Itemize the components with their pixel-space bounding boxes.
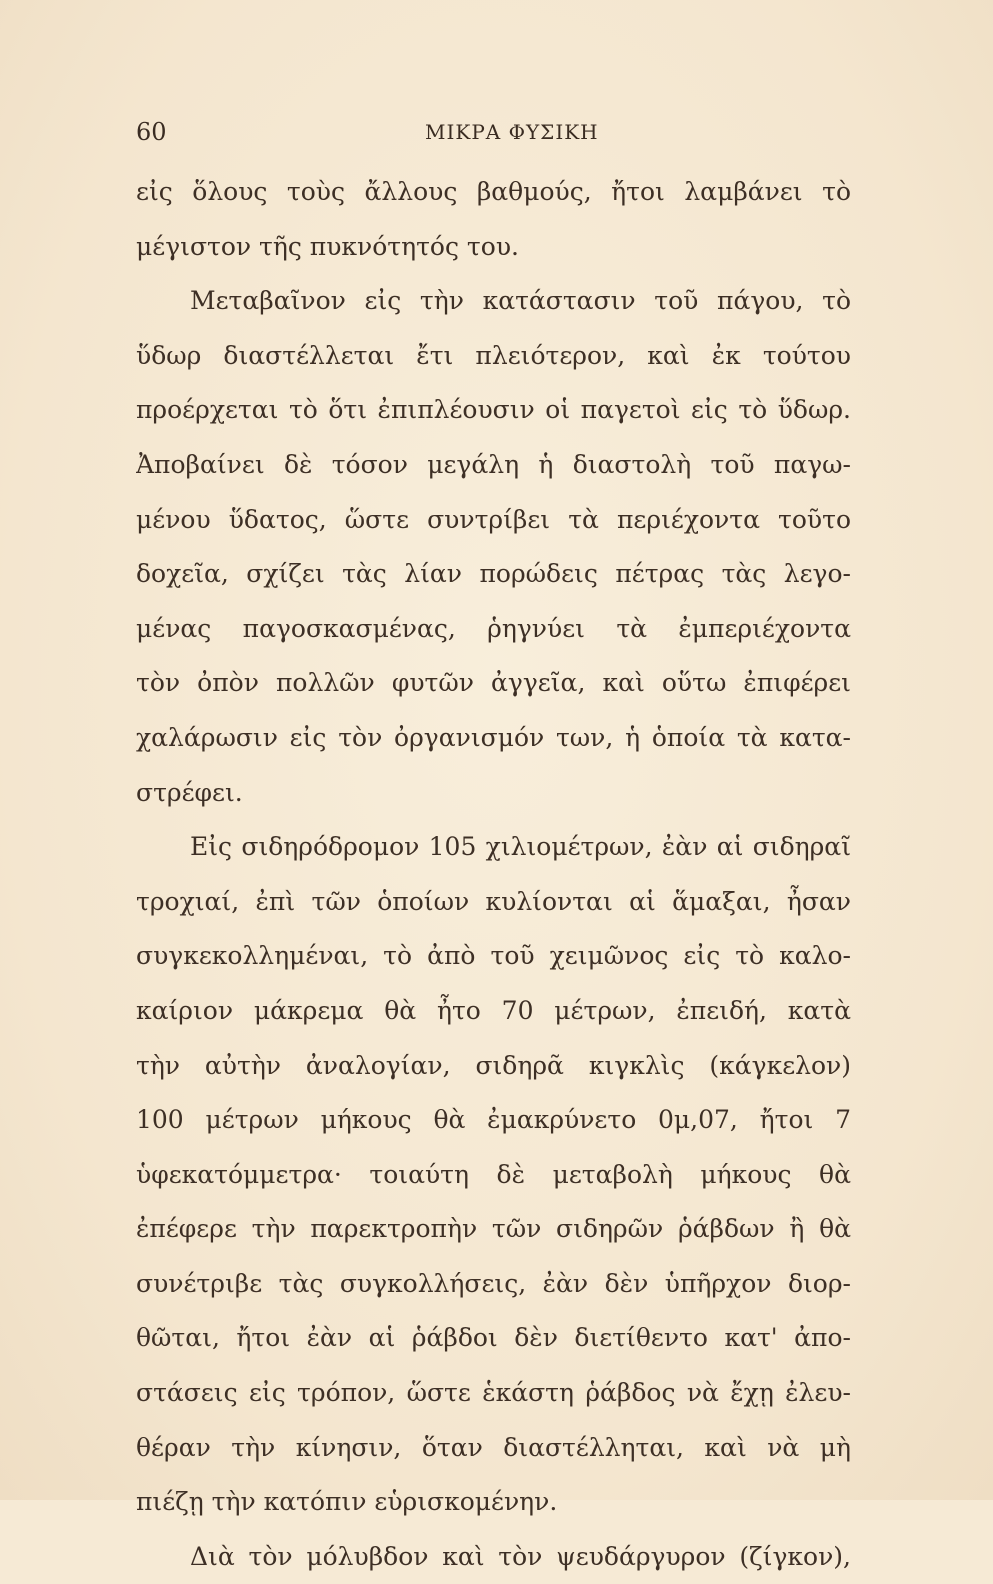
text-line: συνέτριβε τὰς συγκολλήσεις, ἐὰν δὲν ὑπῆρχον διορ- — [136, 1268, 851, 1298]
text-line: ὕδωρ διαστέλλεται ἔτι πλειότερον, καὶ ἐκ τούτου — [136, 340, 851, 370]
text-line: προέρχεται τὸ ὅτι ἐπιπλέουσιν οἱ παγετοὶ εἰς τὸ ὕδωρ. — [136, 395, 851, 425]
page-header — [136, 118, 851, 158]
text-line: πιέζῃ τὴν κατόπιν εὑρισκομένην. — [136, 1487, 558, 1517]
text-line: στάσεις εἰς τρόπον, ὥστε ἑκάστη ῥάβδος νὰ ἔχῃ ἐλευ- — [136, 1378, 851, 1408]
text-line: Ἀποβαίνει δὲ τόσον μεγάλη ἡ διαστολὴ τοῦ παγω- — [136, 449, 851, 479]
text-line: Διὰ τὸν μόλυβδον καὶ τὸν ψευδάργυρον (ζίγκον), — [190, 1541, 851, 1571]
text-line: τὴν αὐτὴν ἀναλογίαν, σιδηρᾶ κιγκλὶς (κάγκελον) — [136, 1050, 851, 1080]
running-head: ΜΙΚΡΑ ΦΥΣΙΚΗ — [425, 120, 599, 144]
text-line: ὑφεκατόμμετρα· τοιαύτη δὲ μεταβολὴ μήκους θὰ — [136, 1159, 851, 1189]
text-line: Εἰς σιδηρόδρομον 105 χιλιομέτρων, ἐὰν αἱ σιδηραῖ — [190, 832, 851, 862]
text-line: θῶται, ἤτοι ἐὰν αἱ ῥάβδοι δὲν διετίθεντο κατ' ἀπο- — [136, 1323, 851, 1353]
text-line: τὸν ὀπὸν πολλῶν φυτῶν ἀγγεῖα, καὶ οὕτω ἐπιφέρει — [136, 668, 851, 698]
text-line: στρέφει. — [136, 777, 243, 807]
text-line: εἰς ὅλους τοὺς ἄλλους βαθμούς, ἤτοι λαμβάνει τὸ — [136, 177, 851, 206]
text-line: 100 μέτρων μήκους θὰ ἐμακρύνετο 0μ,07, ἤτοι 7 — [136, 1105, 851, 1135]
text-line: καίριον μάκρεμα θὰ ἦτο 70 μέτρων, ἐπειδή, κατὰ — [136, 995, 851, 1025]
body-text — [136, 165, 851, 1584]
text-line: θέραν τὴν κίνησιν, ὅταν διαστέλληται, καὶ νὰ μὴ — [136, 1432, 851, 1462]
text-line: συγκεκολλημέναι, τὸ ἀπὸ τοῦ χειμῶνος εἰς τὸ καλο- — [136, 941, 851, 971]
text-line: τροχιαί, ἐπὶ τῶν ὁποίων κυλίονται αἱ ἅμαξαι, ἦσαν — [136, 886, 851, 916]
text-line: χαλάρωσιν εἰς τὸν ὀργανισμόν των, ἡ ὁποία τὰ κατα- — [136, 722, 851, 752]
text-line: μένου ὕδατος, ὥστε συντρίβει τὰ περιέχοντα τοῦτο — [136, 504, 851, 534]
text-line: ἐπέφερε τὴν παρεκτροπὴν τῶν σιδηρῶν ῥάβδων ἢ θὰ — [136, 1214, 851, 1244]
text-line: μέγιστον τῆς πυκνότητός του. — [136, 231, 519, 261]
text-line: δοχεῖα, σχίζει τὰς λίαν πορώδεις πέτρας τὰς λεγο- — [136, 559, 851, 589]
page-number: 60 — [136, 118, 167, 146]
text-line: Μεταβαῖνον εἰς τὴν κατάστασιν τοῦ πάγου, τὸ — [190, 286, 851, 316]
text-line: μένας παγοσκασμένας, ῥηγνύει τὰ ἐμπεριέχοντα — [136, 613, 851, 643]
